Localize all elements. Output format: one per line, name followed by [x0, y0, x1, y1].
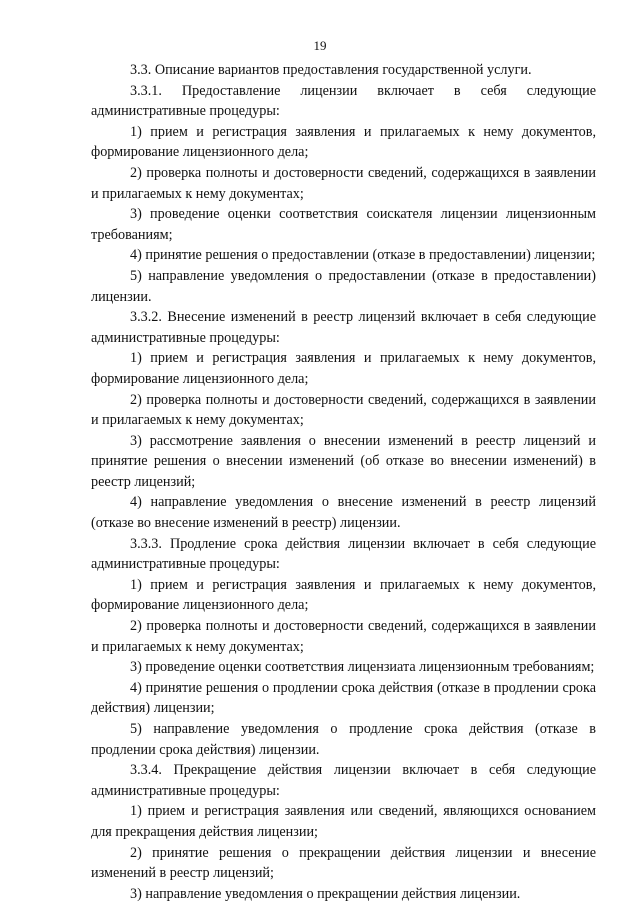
- document-body: [91, 60, 596, 904]
- list-item: 2) проверка полноты и достоверности сведений, содержащихся в заявлении и прилагаемых к нему документах;: [91, 391, 596, 429]
- section-heading: 3.3. Описание вариантов предоставления государственной услуги.: [130, 62, 532, 78]
- list-item: 3) проведение оценки соответствия соискателя лицензии лицензионным требованиям;: [91, 206, 596, 243]
- list-item: 3) проведение оценки соответствия лицензиата лицензионным требованиям;: [130, 659, 595, 676]
- list-item: 1) прием и регистрация заявления и прилагаемых к нему документов, формирование лицензионного дела;: [91, 576, 596, 614]
- subsection-paragraph: 3.3.3. Продление срока действия лицензии включает в себя следующие административные процедуры:: [91, 535, 596, 573]
- list-item: 4) направление уведомления о внесение изменений в реестр лицензий (отказе во внесение изменений в реестр) лицензии.: [91, 494, 596, 532]
- list-item: 1) прием и регистрация заявления и прилагаемых к нему документов, формирование лицензионного дела;: [91, 123, 596, 161]
- list-item: 4) принятие решения о предоставлении (отказе в предоставлении) лицензии;: [130, 247, 596, 264]
- list-item: 2) проверка полноты и достоверности сведений, содержащихся в заявлении и прилагаемых к нему документах;: [91, 618, 596, 655]
- list-item: 3) рассмотрение заявления о внесении изменений в реестр лицензий и принятие решения о внесении изменений (об отказе во внесении изменений) в реестр лицензий;: [91, 432, 596, 490]
- subsection-paragraph: 3.3.2. Внесение изменений в реестр лицензий включает в себя следующие административные процедуры:: [91, 309, 596, 346]
- list-item: 3) направление уведомления о прекращении действия лицензии.: [130, 885, 521, 902]
- list-item: 1) прием и регистрация заявления и прилагаемых к нему документов, формирование лицензионного дела;: [91, 350, 596, 387]
- subsection-paragraph: 3.3.4. Прекращение действия лицензии включает в себя следующие административные процедуры:: [91, 762, 596, 799]
- page-number: 19: [313, 38, 327, 53]
- subsection-paragraph: 3.3.1. Предоставление лицензии включает в себя следующие административные процедуры:: [91, 82, 596, 120]
- list-item: 1) прием и регистрация заявления или сведений, являющихся основанием для прекращения действия лицензии;: [91, 803, 596, 840]
- list-item: 5) направление уведомления о продление срока действия (отказе в продлении срока действия) лицензии.: [91, 721, 596, 758]
- list-item: 4) принятие решения о продлении срока действия (отказе в продлении срока действия) лицензии;: [91, 679, 596, 717]
- list-item: 2) принятие решения о прекращении действия лицензии и внесение изменений в реестр лицензий;: [91, 844, 596, 882]
- list-item: 2) проверка полноты и достоверности сведений, содержащихся в заявлении и прилагаемых к нему документах;: [91, 164, 596, 202]
- list-item: 5) направление уведомления о предоставлении (отказе в предоставлении) лицензии.: [91, 267, 596, 305]
